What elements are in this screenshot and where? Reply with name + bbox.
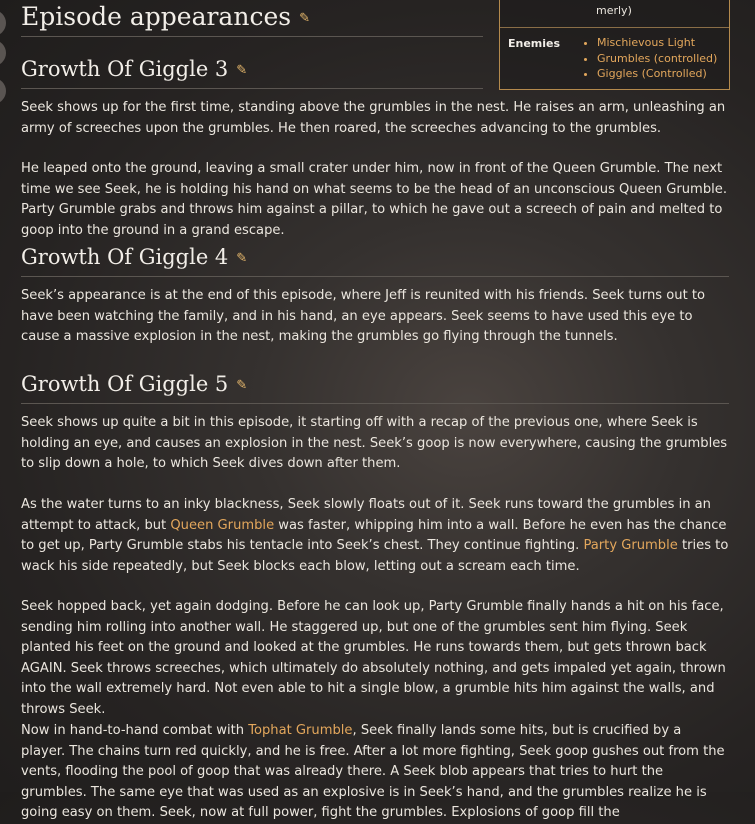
edit-pencil-icon[interactable]: ✎: [236, 378, 248, 393]
section-heading-giggle-5: [21, 372, 729, 404]
paragraph: Now in hand-to-hand combat with Tophat Grumble, Seek finally lands some hits, but is crucified by a player. The chains turn red quickly, and he is free. After a lot more fighting, Seek goop gushes out from the vents, flooding the pool of goop that was already there. A Seek blob appears that tries to hurt the grumbles. The same eye that was used as an explosive is in Seek’s hand, and the grumbles realize he is going easy on them. Seek, now at full power, fight the grumbles. Explosions of goop fill the: [21, 723, 725, 821]
paragraph: Seek shows up for the first time, standing above the grumbles in the nest. He raises an arm, unleashing an army of screeches upon the grumbles. He then roared, the screeches advancing to the grumbles.: [21, 100, 726, 136]
edit-pencil-icon[interactable]: ✎: [299, 11, 310, 26]
infobox-enemies-label: Enemies: [508, 37, 561, 50]
side-tab-3[interactable]: [0, 78, 6, 104]
paragraph: Seek’s appearance is at the end of this episode, where Jeff is reunited with his friends. Seek turns out to have been watching the family, and in his hand, an eye appears. Seek seems to have used this eye to cause a massive explosion in the nest, making the grumbles go flying through the tunnels.: [21, 288, 706, 345]
section-title: Growth Of Giggle 3: [21, 57, 229, 81]
infobox-previous-row: [500, 0, 729, 28]
paragraph: Seek shows up quite a bit in this episode, it starting off with a recap of the previous one, where Seek is holding an eye, and causes an explosion in the nest. Seek’s goop is now everywhere, causing the grumbles to slip down a hole, to which Seek dives down after them.: [21, 415, 728, 472]
enemy-link[interactable]: • Grumbles (controlled): [597, 51, 717, 67]
edit-pencil-icon[interactable]: ✎: [236, 63, 248, 78]
infobox-enemies-list: [583, 35, 717, 82]
section-title: Growth Of Giggle 5: [21, 372, 229, 396]
page-section-title: Episode appearances: [21, 2, 292, 31]
tophat-grumble-link[interactable]: Tophat Grumble: [248, 723, 353, 738]
section-title: Growth Of Giggle 4: [21, 245, 229, 269]
section-heading-giggle-3: [21, 57, 483, 89]
section-heading-giggle-4: [21, 245, 729, 277]
side-tab-2[interactable]: [0, 40, 6, 66]
side-tab-1[interactable]: [0, 10, 6, 36]
enemy-link[interactable]: • Giggles (Controlled): [597, 66, 717, 82]
paragraph: As the water turns to an inky blackness, Seek slowly floats out of it. Seek runs toward the grumbles in an attempt to attack, but Queen Grumble was faster, whipping him into a wall. Before he even has the chance to get up, Party Grumble stabs his tentacle into Seek’s chest. They continue fighting. Party Grumble tries to wack his side repeatedly, but Seek blocks each blow, letting out a scream each time.: [21, 497, 729, 574]
enemy-link[interactable]: • Mischievous Light: [597, 35, 717, 51]
edit-pencil-icon[interactable]: ✎: [236, 251, 248, 266]
infobox-previous-value: merly): [596, 4, 632, 17]
queen-grumble-link[interactable]: Queen Grumble: [170, 517, 275, 533]
party-grumble-link[interactable]: Party Grumble: [583, 538, 678, 554]
episode-appearances-heading: [21, 2, 483, 37]
paragraph: He leaped onto the ground, leaving a small crater under him, now in front of the Queen Grumble. The next time we see Seek, he is holding his hand on what seems to be the head of an unconscious Queen Grumble. Party Grumble grabs and throws him against a pillar, to which he gave out a screech of pain and melted to goop into the ground in a grand escape.: [21, 161, 727, 238]
paragraph: Seek hopped back, yet again dodging. Before he can look up, Party Grumble finally hands a hit on his face, sending him rolling into another wall. He staggered up, but one of the grumbles sent him flying. Seek planted his feet on the ground and looked at the grumbles. He runs towards them, but gets thrown back AGAIN. Seek throws screeches, which ultimately do absolutely nothing, and gets impaled yet again, thrown into the wall extremely hard. Not even able to hit a single blow, a grumble hits him against the walls, and throws Seek.: [21, 599, 726, 717]
character-infobox: [499, 0, 730, 90]
